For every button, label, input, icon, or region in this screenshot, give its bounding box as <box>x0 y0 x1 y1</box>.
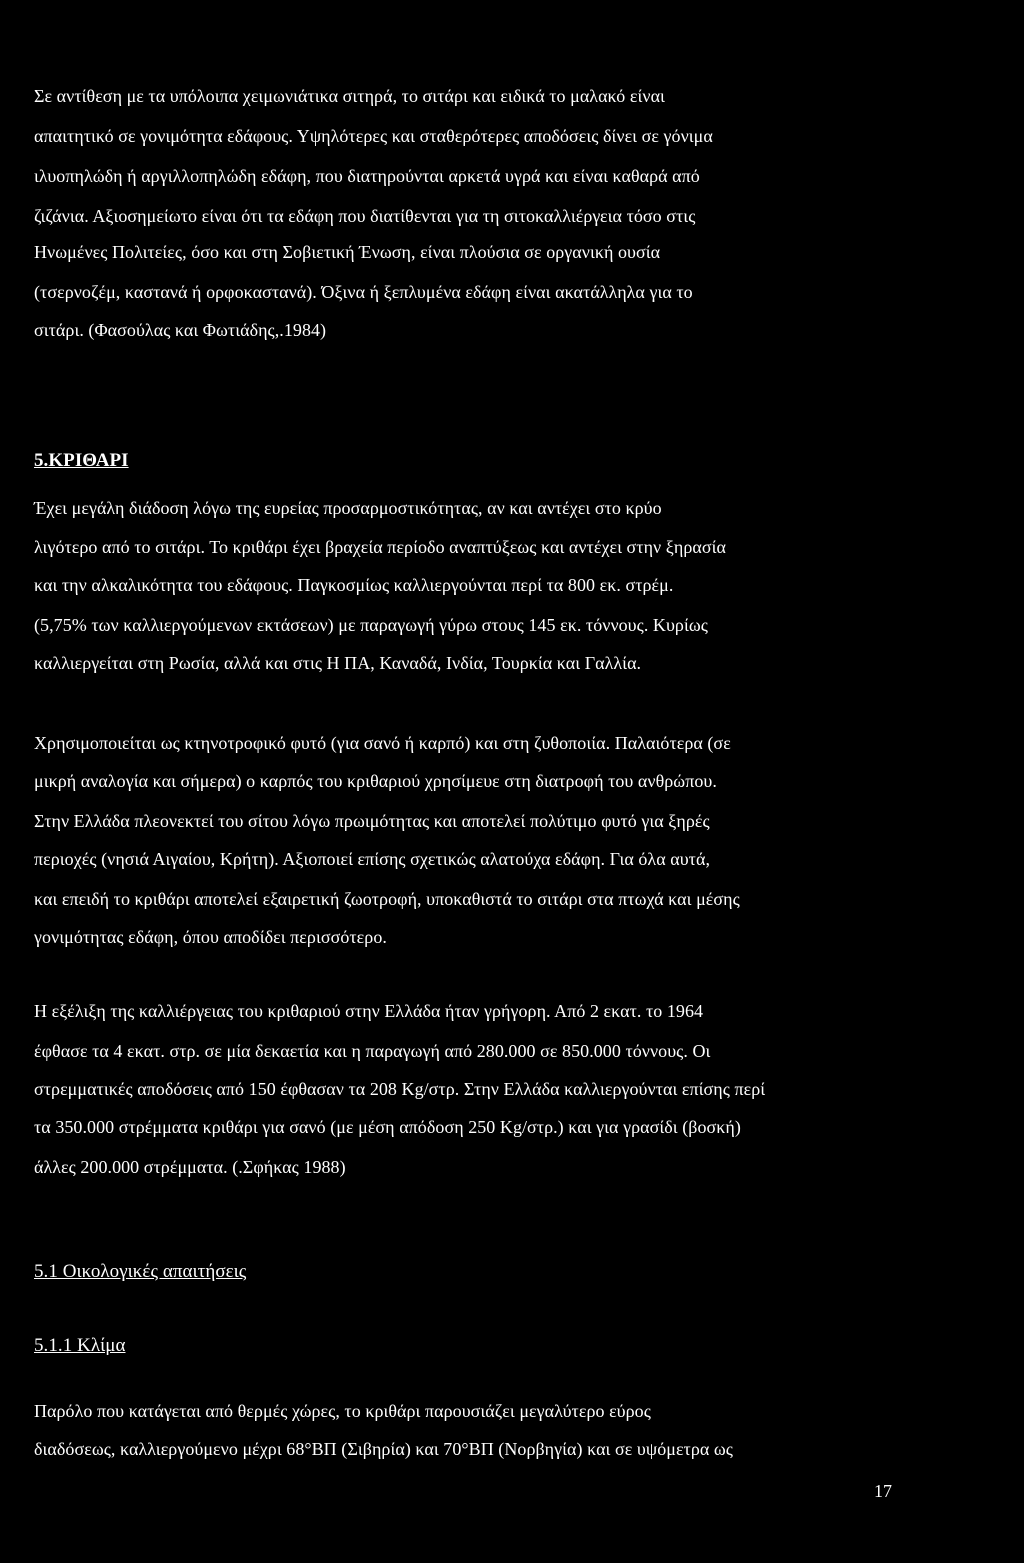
text-line: στρεμματικές αποδόσεις από 150 έφθασαν τα 208 Kg/στρ. Στην Ελλάδα καλλιεργούνται επίσης περί <box>34 1079 766 1099</box>
text-line: Η εξέλιξη της καλλιέργειας του κριθαριού στην Ελλάδα ήταν γρήγορη. Από 2 εκατ. το 1964 <box>34 1001 704 1021</box>
text-line: ζιζάνια. Αξιοσημείωτο είναι ότι τα εδάφη που διατίθενται για τη σιτοκαλλιέργεια τόσο στις <box>34 206 696 226</box>
section-heading-barley: 5.ΚΡΙΘΑΡΙ <box>34 450 129 471</box>
text-line: Χρησιμοποιείται ως κτηνοτροφικό φυτό (για σανό ή καρπό) και στη ζυθοποιία. Παλαιότερα (σε <box>34 733 731 753</box>
text-line: και επειδή το κριθάρι αποτελεί εξαιρετική ζωοτροφή, υποκαθιστά το σιτάρι στα πτωχά και μέσης <box>34 889 740 909</box>
text-line: σιτάρι. (Φασούλας και Φωτιάδης,.1984) <box>34 320 327 340</box>
text-line: Ηνωμένες Πολιτείες, όσο και στη Σοβιετική Ένωση, είναι πλούσια σε οργανική ουσία <box>34 242 661 262</box>
text-line: άλλες 200.000 στρέμματα. (.Σφήκας 1988) <box>34 1157 346 1177</box>
text-line: έφθασε τα 4 εκατ. στρ. σε μία δεκαετία και η παραγωγή από 280.000 σε 850.000 τόννους. Οι <box>34 1041 711 1061</box>
text-line: απαιτητικό σε γονιμότητα εδάφους. Υψηλότερες και σταθερότερες αποδόσεις δίνει σε γόνιμα <box>34 126 713 146</box>
text-line: λιγότερο από το σιτάρι. Το κριθάρι έχει βραχεία περίοδο αναπτύξεως και αντέχει στην ξηρασία <box>34 537 726 557</box>
text-line: καλλιεργείται στη Ρωσία, αλλά και στις Η ΠΑ, Καναδά, Ινδία, Τουρκία και Γαλλία. <box>34 653 642 673</box>
text-line: τα 350.000 στρέμματα κριθάρι για σανό (με μέση απόδοση 250 Kg/στρ.) και για γρασίδι (βοσκή) <box>34 1117 741 1137</box>
text-line: και την αλκαλικότητα του εδάφους. Παγκοσμίως καλλιεργούνται περί τα 800 εκ. στρέμ. <box>34 575 674 595</box>
text-line: Έχει μεγάλη διάδοση λόγω της ευρείας προσαρμοστικότητας, αν και αντέχει στο κρύο <box>34 498 662 518</box>
text-line: μικρή αναλογία και σήμερα) ο καρπός του κριθαριού χρησίμευε στη διατροφή του ανθρώπου. <box>34 771 717 791</box>
section-heading-ecological-requirements: 5.1 Οικολογικές απαιτήσεις <box>34 1261 247 1282</box>
text-line: Παρόλο που κατάγεται από θερμές χώρες, το κριθάρι παρουσιάζει μεγαλύτερο εύρος <box>34 1401 651 1421</box>
text-line: (5,75% των καλλιεργούμενων εκτάσεων) με παραγωγή γύρω στους 145 εκ. τόννους. Κυρίως <box>34 615 708 635</box>
section-heading-climate: 5.1.1 Κλίμα <box>34 1335 126 1356</box>
page-number: 17 <box>874 1481 892 1501</box>
text-line: περιοχές (νησιά Αιγαίου, Κρήτη). Αξιοποιεί επίσης σχετικώς αλατούχα εδάφη. Για όλα αυτά, <box>34 849 710 869</box>
text-line: Σε αντίθεση με τα υπόλοιπα χειμωνιάτικα σιτηρά, το σιτάρι και ειδικά το μαλακό είναι <box>34 86 665 106</box>
text-line: ιλυοπηλώδη ή αργιλλοπηλώδη εδάφη, που διατηρούνται αρκετά υγρά και είναι καθαρά από <box>34 166 700 186</box>
text-line: (τσερνοζέμ, καστανά ή ορφοκαστανά). Όξινα ή ξεπλυμένα εδάφη είναι ακατάλληλα για το <box>34 282 693 302</box>
text-line: διαδόσεως, καλλιεργούμενο μέχρι 68°ΒΠ (Σιβηρία) και 70°ΒΠ (Νορβηγία) και σε υψόμετρα ως <box>34 1439 733 1459</box>
text-line: γονιμότητας εδάφη, όπου αποδίδει περισσότερο. <box>34 927 387 947</box>
text-line: Στην Ελλάδα πλεονεκτεί του σίτου λόγω πρωιμότητας και αποτελεί πολύτιμο φυτό για ξηρές <box>34 811 710 831</box>
